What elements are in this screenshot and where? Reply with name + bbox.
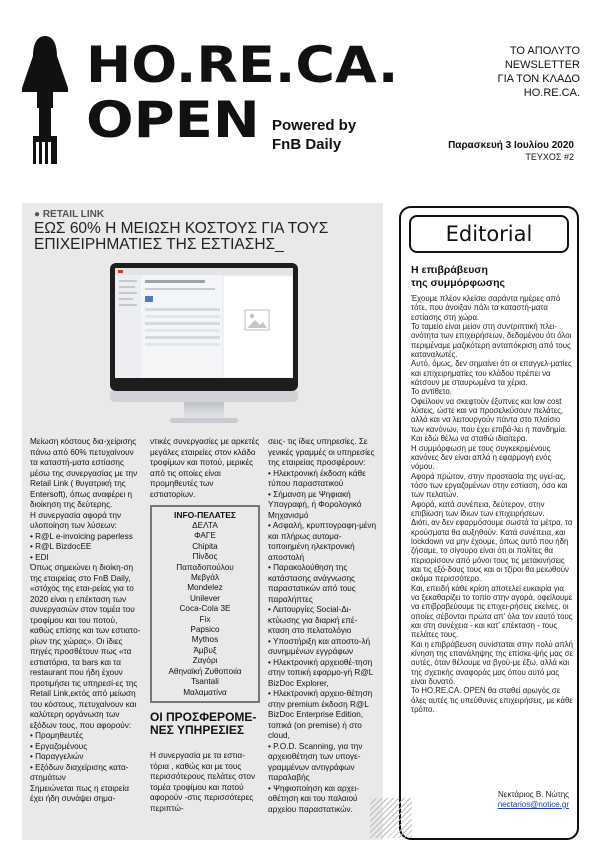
paragraph: Η συνεργασία αφορά την υλοποίηση των λύσεων: [30,510,121,530]
client-item: ΔΕΛΤΑ [192,521,218,530]
powered-line-2: FnB Daily [272,136,342,153]
client-item: Mondelez [187,583,223,593]
paragraph: Το HO.RE.CA. OPEN θα σταθεί αρωγός σε όλες αυτές τις υπεύθυνες επιχειρήσεις, με κάθε τρόπο. [411,686,573,715]
paragraph: Διότι, αν δεν εφαρμόσουμε σωστά τα μέτρα, τα κρούσματα θα αυξηθούν. Κατά συνέπεια, και lockdown να μην έχουμε, όπως αυτό που ήδη ζήσαμε, το σίγουρο είναι ότι οι πολίτες θα περιορίσουν από μόνοι τους τις μετακινήσεις και τις εξό-δους τους και οι τζίροι θα μειωθούν ακόμα περισσότερο. [411,518,573,584]
monitor-chin [110,391,298,402]
paragraph: Σημειώνεται πως η εταιρεία έχει ήδη συνάψει σημα- [30,783,130,803]
editorial-title [411,264,571,290]
article-column-3 [268,437,378,815]
decorative-hatch [370,798,412,838]
list-item: • EDI [30,552,49,562]
tagline-line: ΤΟ ΑΠΟΛΥΤΟ [509,45,580,57]
list-item: • R@L BizdocEE [30,542,92,551]
author-email-link[interactable]: nectarios@notice.gr [497,800,569,809]
list-item: • Υποστήριξη και αποστο-λή συνημμένων εγγράφων [268,636,371,656]
editorial-title-line: Η επιβράβευση [411,264,488,276]
main-article [22,203,383,840]
paragraph: Αφορά πρώτον, στην προστασία της υγεί-ας, τόσο των εργαζομένων στην εστίαση, όσο και των πελατών. [411,471,568,500]
monitor-illustration [110,263,298,425]
issue-number: ΤΕΥΧΟΣ #2 [525,152,574,162]
editorial-title-line: της συμμόρφωσης [411,277,505,289]
paragraph: σεις- τις ίδιες υπηρεσίες. Σε γενικές γραμμές οι υπηρεσίες της εταιρείας προσφέρουν: [268,437,375,467]
tagline [430,44,580,100]
clients-title: INFO-ΠΕΛΑΤΕΣ [173,510,236,520]
client-item: Πίνδος [192,552,218,562]
list-item: • Παρακολούθηση της κατάστασης ανάγνωσης παραστατικών από τους παραλήπτες [268,563,356,604]
clients-box [150,505,260,703]
services-text: Η συνεργασία με τα εστια-τόρια , καθώς και με τους περισσότερους πελάτες στον τομέα τροφίμου και ποτού αφορούν -στις περισσότερες περιπτώ- [150,751,256,813]
list-item: • Ηλεκτρονική αρχειο-θέτηση στην premium έκδοση R@L BizDoc Enterprise Edition, τοπικά (on premise) ή στο cloud, [268,689,373,740]
paragraph: Όπως σημειώνει η διοίκη-ση της εταιρείας στο FnB Daily, «στόχος της εται-ρείας για το 2020 είναι η επέκταση των συνεργασιών στον τομέα του τροφίμου και του ποτού, καθώς επίσης και των εστιατο-ρίων της χώρας». Οι ίδιες πηγές προσθέτουν πως «τα εστιατόρια, τα bars και τα restaurant που ήδη έχουν προτιμήσει τις υπηρεσί-ες της Retail Link,εκτός από μείωση του κόστους, πετυχαίνουν και καλύτερη οργάνωση των εξόδων τους, που αφορούν: [30,563,141,730]
list-item: • Προμηθευτές [30,731,84,740]
masthead [0,0,600,190]
client-item: Fix [199,614,211,624]
client-item: Άμβυξ [193,645,217,655]
list-item: • Ηλεκτρονική αρχειοθέ-τηση στην τοπική εφαρμο-γή R@L BizDoc Explorer, [268,657,373,688]
title-line-2: OPEN [86,91,260,149]
monitor-bezel [110,263,298,391]
issue-date: Παρασκευή 3 Ιουλίου 2020 [448,140,574,151]
article-column-2 [150,437,260,500]
paragraph: Η συμμόρφωση με τους συγκεκριμένους κανόνες δεν είναι απλά η εφαρμογή ενός νόμου. [411,443,552,472]
tagline-line: HO.RE.CA. [523,87,580,99]
client-item: Unilever [189,593,221,603]
tagline-line: ΓΙΑ ΤΟΝ ΚΛΑΔΟ [497,73,580,85]
paragraph: Αυτό, όμως, δεν σημαίνει ότι οι επαγγελ-ματίες και επιχειρηματίες του κλάδου πρέπει να κάτσουν με σταυρωμένα τα χέρια. [411,359,572,388]
paragraph: Μείωση κόστους δια-χείρισης πάνω από 60% πετυχαίνουν τα καταστή-ματα εστίασης μέσω της συνεργασίας με την Retail Link ( θυγατρική της Entersoft), όπως αναφέρει η διοίκηση της δεύτερης. [30,437,138,509]
tagline-line: NEWSLETTER [504,59,580,71]
list-item: • Λειτουργίες Social-Δι-κτύωσης για διαρκή επέ-κταση στο πελατολόγιο [268,605,358,635]
paragraph: Το ταμείο είναι μείον στη συντριπτική πλει-ονότητα των επιχειρήσεων, δεδομένου ότι όλοι περιμέναμε μαζικότερη ανταπόκριση από τους καταναλωτές. [411,322,572,360]
list-item: • R@L e-invoicing paperless [30,531,133,541]
list-item: • Σήμανση με Ψηφιακή Υπογραφή, ή Φορολογικό Μηχανισμό [268,489,362,520]
client-item: Ζαγόρι [192,656,218,666]
article-column-1 [30,437,142,805]
list-item: • Εργαζομένους [30,741,88,751]
powered-line-1: Powered by [272,117,357,134]
list-item: • Ηλεκτρονική έκδοση κάθε τύπου παραστατικού [268,468,366,488]
editorial-body [411,294,573,714]
monitor-stand [184,402,224,419]
paragraph: Οφείλουν να σκεφτούν έξυπνες και low cost λύσεις, ώστε και να προσελκύσουν πελάτες, αλλά και να λειτουργούν πάντα στο πλαίσιο των κανόνων, που έχει επιβά-λει η πανδημία. [411,396,568,434]
fork-icon [22,36,68,166]
client-item: Μεβγάλ [190,573,220,583]
editorial-header: Editorial [409,215,569,253]
client-item: Mythos [191,635,219,645]
paragraph: Και η επιβράβευση συνίσταται στην πολύ απλή κίνηση της επανάληψης της επίσκε-ψής μας σε αυτές, όταν θέλουμε να βγού-με έξω, αλλά και της σχετικής αναφοράς μας όπου αυτό μας είναι δυνατό. [411,639,573,687]
client-item: Παπαδοπούλου [176,562,234,572]
list-item: • Ψηφιοποίηση και αρχει-οθέτηση και του παλαιού αρχείου παραστατικών. [268,783,360,814]
headline-line: ΕΩΣ 60% Η ΜΕΙΩΣΗ ΚΟΣΤΟΥΣ ΓΙΑ ΤΟΥΣ [34,220,329,237]
author-name: Νεκτάριος Β. Νώτης [497,790,569,799]
article-headline [34,221,379,253]
list-item: • Ασφαλή, κρυπτογραφη-μένη και πλήρως αυτομα-τοποιημένη ηλεκτρονική αποστολή [268,521,377,562]
editorial-box [399,206,579,840]
title-line-1: HO.RE.CA. [86,36,399,94]
client-item: Chipita [192,541,218,551]
paragraph: Έχουμε πλέον κλείσει σαράντα ημέρες από τότε, που άνοιξαν πάλι τα καταστή-ματα εστίασης στη χώρα. [411,294,561,322]
paragraph: Το αντίθετο. [411,387,452,397]
client-item: Tsantali [191,677,219,687]
list-item: • Παραγγελιών [30,752,84,761]
client-item: Μαλαματίνα [183,687,227,697]
client-item: Coca-Cola 3E [179,604,231,614]
paragraph: Και εδώ θέλω να σταθώ ιδιαίτερα. [411,434,528,444]
paragraph: Και, επειδή κάθε κρίση αποτελεί ευκαιρία για να ξεκαθαρίζει το τοπίο στην αγορά, οφείλουμε να επιβραβεύουμε τις επιχει-ρήσεις εκείνες, οι οποίες σέβονται πρώτα απ' όλα τον εαυτό τους και στη συνέχεια - και κατ' επέκταση - τους πελάτες τους. [411,583,573,640]
list-item: • P.O.D. Scanning, για την αρχειοθέτηση των υπογε-γραμμένων αντιγράφων παραλαβής [268,741,363,782]
services-title: ΟΙ ΠΡΟΣΦΕΡΟΜΕ-ΝΕΣ ΥΠΗΡΕΣΙΕΣ [150,710,257,737]
client-item: Papsico [190,625,220,635]
paragraph: ντικές συνεργασίες με αρκετές μεγάλες εταιρείες στον κλάδο τροφίμων και ποτού, μερικές από τις οποίες είναι προμηθευτές των εστιατορίων. [150,437,260,499]
client-item: ΦΑΓΕ [194,531,216,541]
list-item: • Εξόδων διαχείρισης κατα-στημάτων [30,762,129,782]
monitor-screen [115,268,293,378]
clients-list [152,521,258,698]
paragraph: Αφορά, κατά συνέπεια, δεύτερον, στην επιβίωση των ίδιων των επιχειρήσεων. [411,499,545,518]
editorial-signature [498,790,569,810]
powered-by [272,116,356,154]
headline-line: ΕΠΙΧΕΙΡΗΜΑΤΙΕΣ ΤΗΣ ΕΣΤΙΑΣΗΣ_ [34,236,284,253]
monitor-base [170,418,238,423]
section-tag: ● RETAIL LINK [34,209,105,220]
client-item: Αθηναϊκή Ζυθοποιία [168,666,242,676]
